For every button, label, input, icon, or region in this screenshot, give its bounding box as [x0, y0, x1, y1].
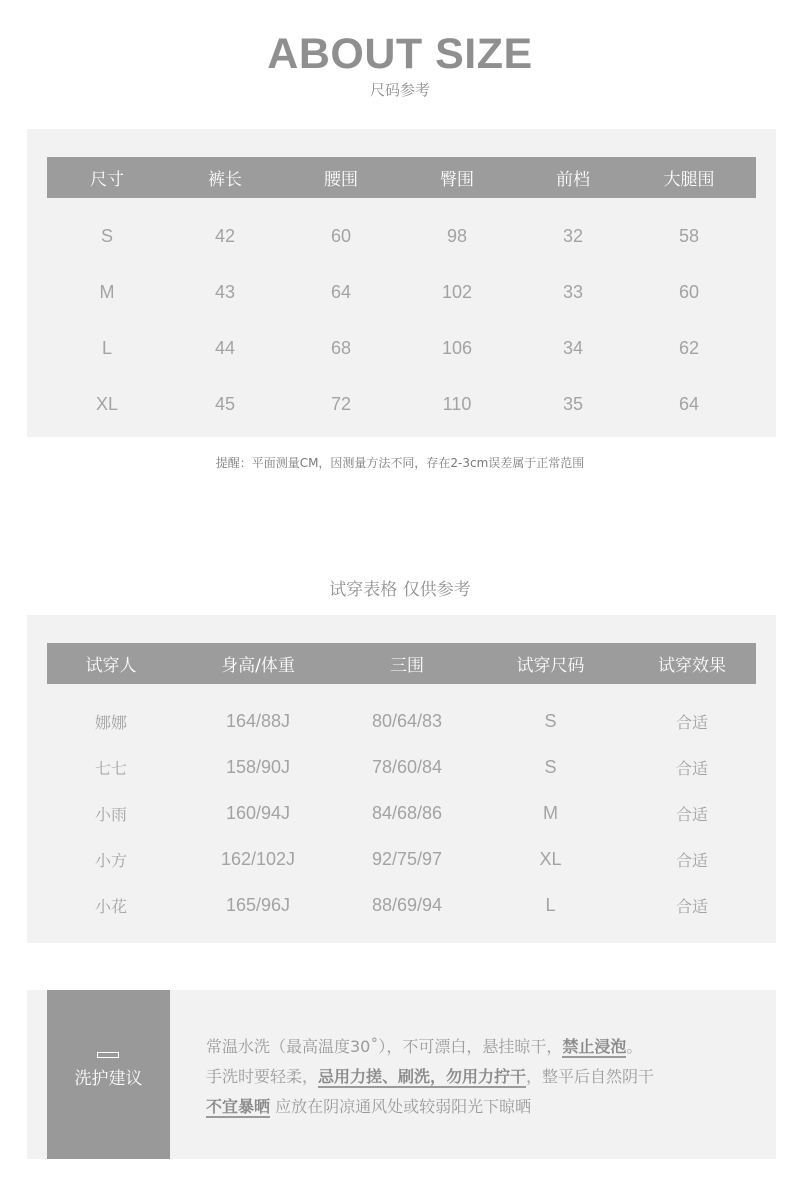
table-cell: 160/94J: [225, 802, 291, 823]
care-line-3: [206, 1095, 766, 1125]
care-instructions-panel: [27, 990, 776, 1159]
table-cell: 34: [562, 337, 584, 358]
table-cell: 158/90J: [225, 756, 291, 777]
header-waist: 腰围: [324, 170, 358, 190]
header-fit-result: 试穿效果: [658, 656, 726, 676]
table-cell: 110: [442, 393, 472, 414]
size-chart-table: [47, 157, 756, 432]
table-cell: L: [101, 337, 112, 358]
header-fit-size: 试穿尺码: [516, 656, 585, 676]
table-cell: 98: [446, 225, 468, 246]
table-cell: XL: [539, 848, 562, 869]
table-cell: 106: [441, 337, 473, 358]
fit-chart-header: [47, 643, 756, 684]
table-cell: 42: [214, 225, 236, 246]
care-text-segment: ，整平后自然阴干: [526, 1067, 655, 1086]
table-cell: 合适: [675, 896, 708, 916]
header-length: 裤长: [208, 170, 242, 190]
table-cell: 60: [678, 281, 700, 302]
table-cell: 小方: [94, 850, 127, 870]
table-cell: 78/60/84: [371, 756, 443, 777]
table-cell: 165/96J: [225, 894, 291, 915]
care-text-segment: 应放在阴凉通风处或较弱阳光下晾晒: [270, 1097, 532, 1116]
care-emphasis: 禁止浸泡: [562, 1037, 627, 1056]
care-label: 洗护建议: [74, 1069, 143, 1089]
table-row: [47, 320, 756, 376]
header-measurements: 三围: [390, 656, 424, 676]
table-cell: 合适: [675, 712, 708, 732]
care-line-1: [206, 1035, 766, 1065]
table-cell: 43: [214, 281, 236, 302]
fit-chart-panel: [27, 615, 776, 943]
table-cell: 32: [562, 225, 584, 246]
page-subtitle: 尺码参考: [369, 81, 430, 99]
table-cell: 合适: [675, 850, 708, 870]
table-cell: S: [544, 710, 557, 731]
care-emphasis: 忌用力搓、刷洗，勿用力拧干: [318, 1067, 527, 1086]
table-cell: 44: [214, 337, 236, 358]
header-thigh: 大腿围: [663, 170, 715, 190]
care-text-segment: 常温水洗（最高温度30˚），不可漂白，悬挂晾干，: [206, 1037, 563, 1056]
table-row: [47, 882, 756, 928]
table-cell: 92/75/97: [371, 848, 443, 869]
header-hip: 臀围: [440, 170, 474, 190]
table-row: [47, 744, 756, 790]
table-cell: 35: [562, 393, 584, 414]
table-cell: 72: [330, 393, 352, 414]
table-cell: 合适: [675, 758, 708, 778]
size-chart-header: [47, 157, 756, 198]
table-cell: 60: [330, 225, 352, 246]
care-emphasis: 不宜暴晒: [206, 1097, 271, 1116]
table-cell: 七七: [94, 758, 127, 778]
table-cell: 58: [678, 225, 700, 246]
table-row: [47, 208, 756, 264]
care-label-icon: [97, 1052, 119, 1058]
table-cell: S: [100, 225, 113, 246]
fit-section-title: 试穿表格 仅供参考: [329, 580, 471, 600]
care-text-segment: 。: [626, 1037, 643, 1056]
table-row: [47, 264, 756, 320]
measurement-note: 提醒：平面测量CM，因测量方法不同，存在2-3cm误差属于正常范围: [215, 456, 585, 470]
header-height-weight: 身高/体重: [221, 656, 295, 676]
header-size: 尺寸: [90, 170, 124, 190]
table-cell: 162/102J: [220, 848, 296, 869]
table-cell: M: [99, 281, 115, 302]
table-cell: 164/88J: [225, 710, 291, 731]
table-row: [47, 790, 756, 836]
care-text: [206, 1035, 766, 1125]
table-cell: L: [545, 894, 556, 915]
table-cell: 33: [562, 281, 584, 302]
table-cell: 64: [678, 393, 700, 414]
table-cell: 45: [214, 393, 236, 414]
table-row: [47, 376, 756, 432]
table-cell: 64: [330, 281, 352, 302]
table-row: [47, 698, 756, 744]
table-cell: 合适: [675, 804, 708, 824]
header-rise: 前档: [556, 170, 590, 190]
fit-chart-table: [47, 643, 756, 928]
table-cell: S: [544, 756, 557, 777]
header-tester: 试穿人: [85, 656, 137, 676]
table-cell: 68: [330, 337, 352, 358]
size-chart-panel: [27, 129, 776, 437]
page-title: ABOUT SIZE: [267, 30, 533, 78]
table-cell: 小花: [94, 896, 127, 916]
table-cell: M: [543, 802, 558, 823]
table-cell: 84/68/86: [371, 802, 443, 823]
table-cell: 102: [441, 281, 473, 302]
table-cell: XL: [95, 393, 119, 414]
table-cell: 88/69/94: [371, 894, 443, 915]
table-cell: 小雨: [94, 804, 127, 824]
care-label-block: [47, 990, 170, 1159]
care-line-2: [206, 1065, 766, 1095]
table-cell: 娜娜: [94, 712, 127, 732]
table-cell: 62: [678, 337, 700, 358]
table-cell: 80/64/83: [371, 710, 443, 731]
table-row: [47, 836, 756, 882]
care-text-segment: 手洗时要轻柔，: [206, 1067, 319, 1086]
